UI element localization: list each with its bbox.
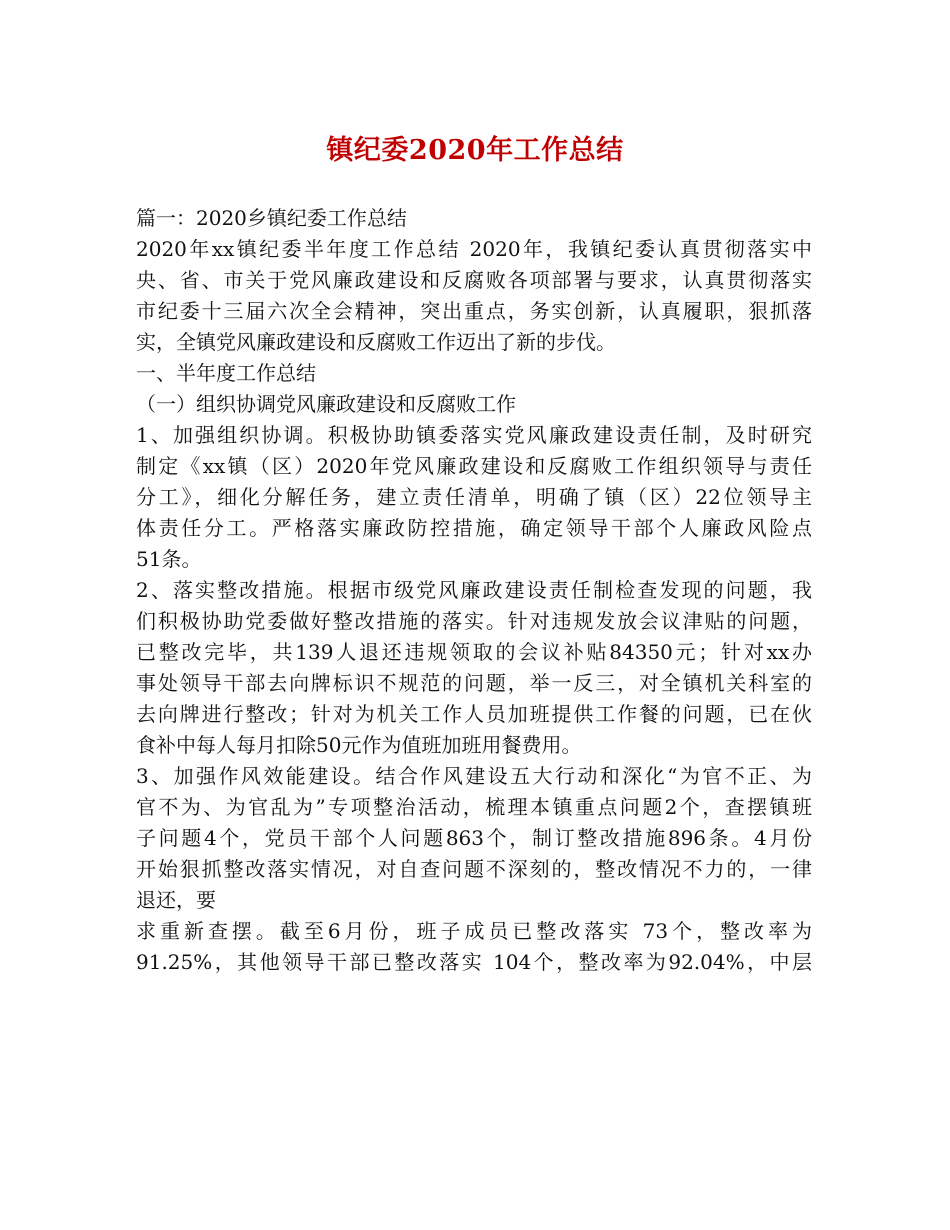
text-line: 51条。 <box>136 547 202 571</box>
text-line: 子问题4个，党员干部个人问题863个，制订整改措施896条。4月份 <box>136 826 812 850</box>
text-line: 退还，要 <box>136 888 216 912</box>
document-body <box>136 203 812 978</box>
text-line: 91.25%，其他领导干部已整改落实 104个，整改率为92.04%，中层 <box>136 950 812 974</box>
text-line: 食补中每人每月扣除50元作为值班加班用餐费用。 <box>136 733 582 757</box>
text-line: 们积极协助党委做好整改措施的落实。针对违规发放会议津贴的问题， <box>136 609 812 633</box>
text-line: 2、落实整改措施。根据市级党风廉政建设责任制检查发现的问题，我 <box>136 578 812 602</box>
text-line: 事处领导干部去向牌标识不规范的问题，举一反三，对全镇机关科室的 <box>136 671 812 695</box>
text-line: 央、省、市关于党风廉政建设和反腐败各项部署与要求，认真贯彻落实 <box>136 268 812 292</box>
text-line: 篇一：2020乡镇纪委工作总结 <box>136 206 407 230</box>
text-line: 3、加强作风效能建设。结合作风建设五大行动和深化“为官不正、为 <box>136 764 812 788</box>
text-line: 分工》，细化分解任务，建立责任清单，明确了镇（区）22位领导主 <box>136 485 812 509</box>
text-line: 一、半年度工作总结 <box>136 361 316 385</box>
text-line: 市纪委十三届六次全会精神，突出重点，务实创新，认真履职，狠抓落 <box>136 299 812 323</box>
text-line: 官不为、为官乱为”专项整治活动，梳理本镇重点问题2个，查摆镇班 <box>136 795 812 819</box>
document-title: 镇纪委2020年工作总结 <box>326 135 624 166</box>
text-line: 去向牌进行整改；针对为机关工作人员加班提供工作餐的问题，已在伙 <box>136 702 812 726</box>
text-line: 已整改完毕，共139人退还违规领取的会议补贴84350元；针对xx办 <box>136 640 812 664</box>
text-line: 开始狠抓整改落实情况，对自查问题不深刻的，整改情况不力的，一律 <box>136 857 812 881</box>
text-line: 制定《xx镇（区）2020年党风廉政建设和反腐败工作组织领导与责任 <box>136 454 812 478</box>
text-line: （一）组织协调党风廉政建设和反腐败工作 <box>136 392 516 416</box>
text-line: 求重新查摆。截至6月份，班子成员已整改落实 73个，整改率为 <box>136 919 812 943</box>
text-line: 实，全镇党风廉政建设和反腐败工作迈出了新的步伐。 <box>136 330 616 354</box>
text-line: 体责任分工。严格落实廉政防控措施，确定领导干部个人廉政风险点 <box>136 516 812 540</box>
text-line: 2020年xx镇纪委半年度工作总结 2020年，我镇纪委认真贯彻落实中 <box>136 237 812 261</box>
text-line: 1、加强组织协调。积极协助镇委落实党风廉政建设责任制，及时研究 <box>136 423 812 447</box>
